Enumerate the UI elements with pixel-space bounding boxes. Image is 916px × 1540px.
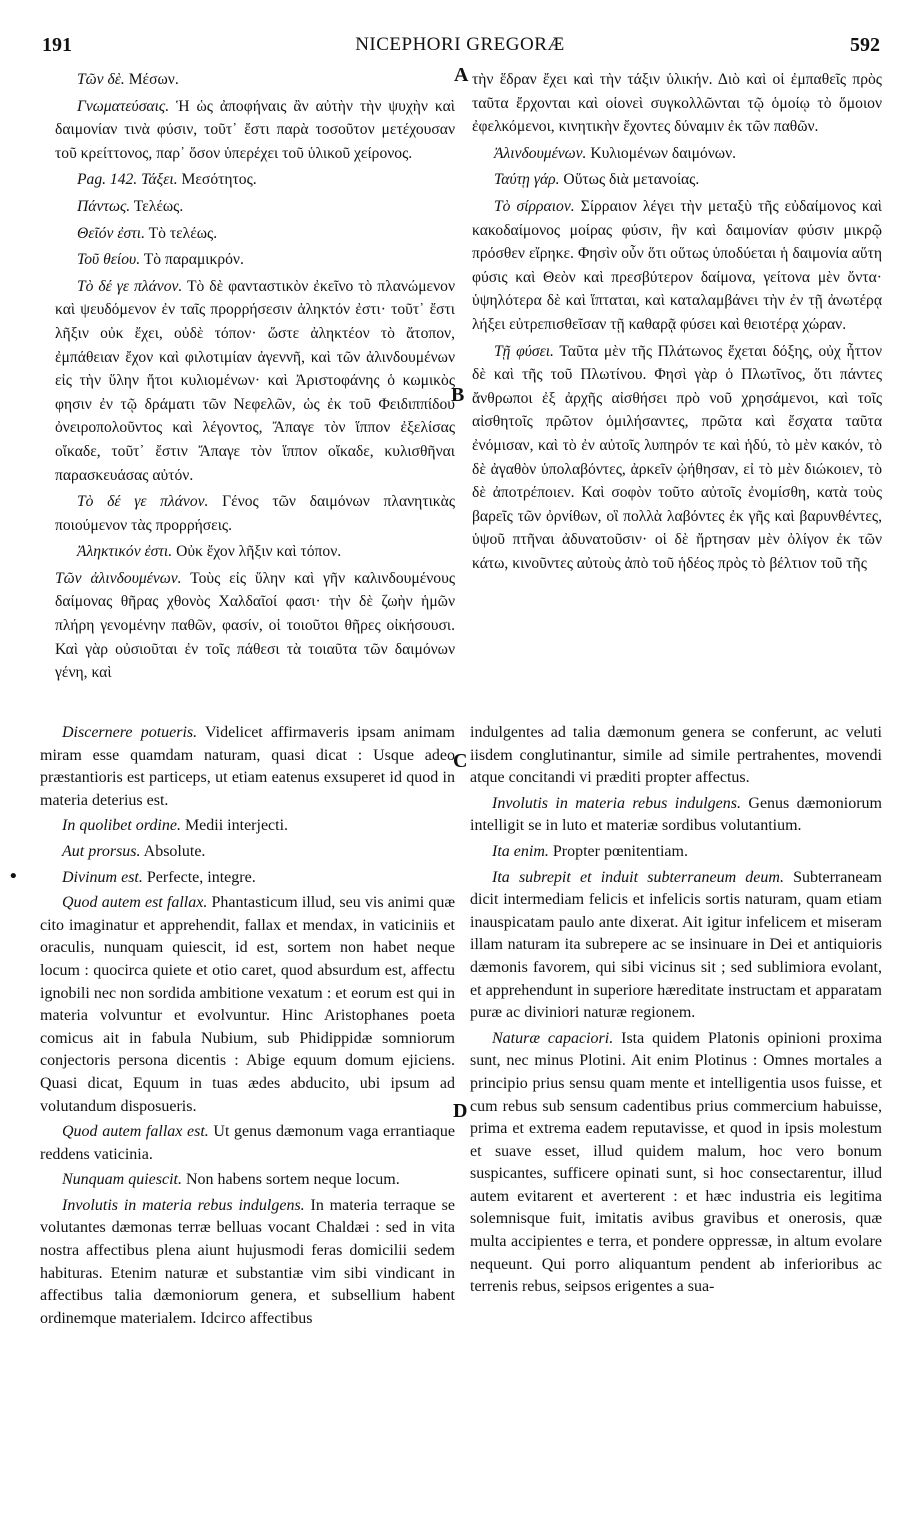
annotation-text: Οὐκ ἔχον λῆξιν καὶ τόπον. — [172, 543, 342, 561]
annotation-paragraph — [470, 793, 882, 838]
annotation-text: Perfecte, integre. — [142, 868, 256, 886]
annotation-text: Phantasticum illud, seu vis animi quæ cito imaginatur et apprehendit, fallax et mendax, in vaticiniis et oraculis, nunquam quiescit, id est, sortem non habet neque locum : quocirca quiete et otio caret, quod absurdum est, affectu ignobili nec non sordida ambitione vexatum : et eorum est qui in materia volvuntur et evolvuntur. Hinc Aristophanes poeta comicus ait in fabula Nubium, sub Phidippidæ somniorum conjectoris persona dicentis : Abige equum domum ejiciens. Quasi dicat, Equum in tuas ædes abducito, ubi ipsum ad volutandum disposueris. — [40, 894, 455, 1115]
annotation-text: Subterraneam dicit intermediam felicis et infelicis sortis naturam, quam etiam inauspicatam paulo ante dixerat. Ait igitur infelicem et miseram illam naturam ita subrepere ac se insinuare in Dei et antiquioris dæmonis favorem, qui sibi vicinus sit ; sed sublimiora evolant, et apprehendunt in superiore hæreditate instructam et apparatam puræ ac diviniori naturæ regionem. — [470, 868, 883, 1022]
lemma: Τὸ δέ γε πλάνον. — [77, 493, 209, 511]
annotation-text: Genus dæmoniorum intelligit se in luto et materiæ sordibus volutantium. — [470, 794, 882, 835]
greek-commentary-left-column — [55, 68, 455, 688]
margin-bullet-mark: • — [8, 866, 19, 887]
annotation-paragraph — [470, 1028, 882, 1299]
lemma: Τῇ φύσει. — [494, 342, 554, 360]
annotation-text: Οὕτως διὰ μετανοίας. — [559, 171, 700, 189]
lemma: Aut prorsus. — [62, 842, 141, 860]
annotation-paragraph — [472, 168, 882, 192]
annotation-paragraph — [55, 95, 455, 166]
annotation-paragraph — [55, 248, 455, 272]
lemma: Ita enim. — [492, 842, 549, 860]
annotation-paragraph — [40, 892, 455, 1118]
annotation-paragraph — [40, 1121, 455, 1166]
lemma: Γνωματεύσαις. — [77, 97, 170, 115]
annotation-paragraph — [470, 722, 882, 790]
lemma: Quod autem est fallax. — [62, 894, 208, 912]
lemma: Pag. 142. Τάξει. — [77, 171, 178, 189]
annotation-text: Σίρραιον λέγει τὴν μεταξὺ τῆς εὐδαίμονος καὶ κακοδαίμονος μοίρας φύσιν, ἣν καὶ δαιμονίαν φύσιν μικρῷ πρόσθεν εἴρηκε. Φησὶν οὖν ὅτι οὕτως ὑποδύεται ἡ δαιμονία αὕτη φύσις καὶ Θεὸν καὶ πρεσβύτερον δαίμονα, γείτονα μὲν ὄντα· ὑψηλότερα δὲ καὶ ἵπταται, καὶ καταλαμβάνει τὴν ἐν τῇ ἀνωτέρᾳ λήξει εὐτρεπισθεῖσαν τῇ καθαρᾷ φύσει καὶ θειοτέρᾳ χώραν. — [472, 197, 882, 333]
page-number-right: 592 — [850, 34, 880, 56]
annotation-paragraph — [472, 142, 882, 166]
annotation-text: Γένος τῶν δαιμόνων πλανητικὰς ποιούμενον τὰς προρρήσεις. — [55, 493, 455, 534]
annotation-paragraph — [470, 841, 882, 864]
annotation-paragraph — [472, 195, 882, 337]
lemma: Involutis in materia rebus indulgens. — [492, 794, 741, 812]
annotation-text: τὴν ἕδραν ἔχει καὶ τὴν τάξιν ὑλικήν. Διὸ καὶ οἱ ἐμπαθεῖς πρὸς ταῦτα ἔρχονται καὶ οἱονεὶ συγκολλῶνται τῷ ὁμοίῳ τὸ ὅμοιον ἐφελκόμενοι, κινητικὴν ἔχοντες δύναμιν ἐκ τῶν παθῶν. — [472, 71, 882, 136]
margin-letter-b: B — [451, 384, 465, 406]
lemma: Nunquam quiescit. — [62, 1171, 182, 1189]
annotation-text: Κυλιομένων δαιμόνων. — [586, 144, 737, 162]
margin-letter-a: A — [454, 64, 469, 86]
annotation-text: Μέσων. — [124, 71, 179, 88]
lemma: In quolibet ordine. — [62, 817, 181, 835]
page-header — [40, 34, 880, 58]
annotation-paragraph — [55, 195, 455, 219]
annotation-text: Non habens sortem neque locum. — [182, 1171, 400, 1189]
lemma: Τὸ δέ γε πλάνον. — [77, 277, 183, 295]
annotation-text: Τελέως. — [130, 197, 184, 215]
lemma: Τὸ σίρραιον. — [494, 197, 575, 215]
annotation-paragraph — [472, 68, 882, 139]
latin-translation-right-column — [470, 722, 882, 1302]
annotation-text: Ista quidem Platonis opinioni proxima sunt, nec minus Plotini. Ait enim Plotinus : Omnes mortales a principio prius sensu quam mente et intelligentia usos fuisse, et cum rebus sub sensum cadentibus prius commercium habuisse, prima et extrema eadem reputavisse, et quod in ipsis molestum et suave esset, illud quidem malum, hoc vero bonum suspicantes, sufficere opinati sunt, si hoc consectarentur, illud autem evitarent et averterent : et hæc industria eis legitima solemnisque fuit, imitatis avibus gravibus et onerosis, quæ multa accipientes e terra, et pondere oppressæ, in altum evolare nequeunt. Qui porro aliquantum pendent ab inferioribus ac terrenis rebus, seipsos erigentes a sua- — [470, 1029, 882, 1296]
lemma: Involutis in materia rebus indulgens. — [62, 1196, 305, 1214]
annotation-text: Τὸ παραμικρόν. — [140, 251, 244, 269]
annotation-paragraph — [40, 722, 455, 812]
annotation-text: Ἡ ὡς ἀποφήναις ἂν αὐτὴν τὴν ψυχὴν καὶ δαιμονίαν τινὰ φύσιν, τοῦτ᾽ ἔστι παρὰ τοσοῦτον μετέχουσαν τοῦ κρείττονος, παρ᾽ ὅσον ὑπερέχει τοῦ ὑλικοῦ χείρονος. — [55, 97, 455, 162]
annotation-paragraph — [55, 490, 455, 537]
annotation-paragraph — [55, 540, 455, 564]
lemma: Τοῦ θείου. — [77, 251, 141, 269]
annotation-paragraph — [55, 68, 455, 92]
lemma: Divinum est. — [62, 868, 143, 886]
latin-translation-left-column — [40, 722, 455, 1333]
running-title: NICEPHORI GREGORÆ — [355, 34, 565, 55]
annotation-paragraph — [55, 567, 455, 685]
lemma: Ἀλινδουμένων. — [494, 144, 587, 162]
annotation-text: indulgentes ad talia dæmonum genera se conferunt, ac veluti iisdem conglutinantur, simile ad simile pertrahentes, movendi atque concitandi vi præditi propter affectus. — [470, 724, 882, 787]
lemma: Τῶν δὲ. — [77, 71, 125, 88]
annotation-text: Μεσότητος. — [177, 171, 257, 189]
lemma: Quod autem fallax est. — [62, 1123, 209, 1141]
annotation-paragraph — [470, 867, 882, 1025]
annotation-paragraph — [55, 275, 455, 487]
annotation-text: Τοὺς εἰς ὕλην καὶ γῆν καλινδουμένους δαίμονας θῆρας χθονὸς Χαλδαῖοί φασι· τὴν δὲ ζωὴν ἡμῶν πλήρη γενομένην παθῶν, φασίν, οἱ τοιοῦτοι θῆρες οἰκήσουσι. Καὶ γὰρ οὐσιοῦται ἐν τοῖς πάθεσι τὰ τοιαῦτα τῶν δαιμόνων γένη, καὶ — [55, 569, 455, 682]
lemma: Θεῖόν ἐστι. — [77, 224, 146, 242]
annotation-text: Ταῦτα μὲν τῆς Πλάτωνος ἔχεται δόξης, οὐχ ἧττον δὲ καὶ τῆς τοῦ Πλωτίνου. Φησὶ γὰρ ὁ Πλωτῖνος, ὅτι πάντες ἄνθρωποι ἐξ ἀρχῆς αἰσθήσει πρὸ νοῦ χρησάμενοι, καὶ τοῖς αἰσθητοῖς πρῶτον ὁμιλήσαντες, πρῶτα καὶ ἔσχατα ταῦτα ἐνόμισαν, καὶ τὸ ἐν αὐτοῖς λυπηρόν τε καὶ ἡδύ, τὸ μὲν κακόν, τὸ δὲ ἀγαθὸν ὑπολαβόντες, ἀρκεῖν ᾠήθησαν, εἰ τὸ μὲν διώκοιεν, τὸ δὲ ἀποτρέποιεν. Καὶ σοφὸν τοῦτο αὐτοῖς ἐνομίσθη, κατὰ τοὺς βαρεῖς τῶν ὀρνίθων, οἳ πολλὰ λαβόντες ἐκ γῆς καὶ βαρυνθέντες, ὑψοῦ πτῆναι ἀδυνατοῦσιν· οἱ δὲ ἤρτησαν μὲν ὀλίγον ἐκ τῶν κάτω, κινοῦντες αὐτοὺς ἀπὸ τοῦ ἡδέος πρὸς τὸ βέλτιον τοῦ τῆς — [472, 342, 882, 572]
margin-letter-c: C — [453, 750, 468, 772]
lemma: Ἀληκτικόν ἐστι. — [77, 543, 173, 561]
annotation-paragraph — [55, 222, 455, 246]
annotation-paragraph — [40, 841, 455, 864]
lemma: Discernere potueris. — [62, 724, 198, 741]
lemma: Ταύτῃ γάρ. — [494, 171, 560, 189]
annotation-paragraph — [55, 168, 455, 192]
greek-commentary-right-column — [472, 68, 882, 578]
annotation-paragraph — [472, 340, 882, 576]
annotation-text: Ut genus dæmonum vaga errantiaque reddens vaticinia. — [40, 1123, 456, 1163]
annotation-text: Τὸ δὲ φανταστικὸν ἐκεῖνο τὸ πλανώμενον καὶ ψευδόμενον ἐν ταῖς προρρήσεσιν ἀληκτόν ἐστι· τοῦτ᾽ ἔστι λῆξιν οὐκ ἔχει, οὐδὲ τόπον· ὥστε ἀληκτέον τὸ ἄτοπον, ἐμπάθειαν ἔχον καὶ φιλοτιμίαν ἀγεννῆ, καὶ τῶν ἀλινδουμένων εἰς τὴν ὕλην ἤτοι κυλιομένων· καὶ Ἀριστοφάνης ὁ κωμικὸς φησιν ἐν τῷ δράματι τῶν Νεφελῶν, ὡς ἐκ τοῦ Φειδιππίδου ὀνειροπολοῦντος καὶ λέγοντος, Ἄπαγε τὸν ἵππον ἐξελίσας οἴκαδε, τοῦτ᾽ ἔστιν Ἄπαγε τὸν ἵππον οἴκαδε, κυλισθῆναι παρασκευάσας αὐτόν. — [55, 277, 455, 484]
annotation-text: Τὸ τελέως. — [145, 224, 218, 242]
margin-letter-d: D — [453, 1100, 468, 1122]
annotation-text: In materia terraque se volutantes dæmonas terræ belluas vocant Chaldæi : sed in vita nostra affectibus plena aiunt hujusmodi feras domicilii sedem habituras. Etenim naturæ et substantiæ vim sibi vindicant in affectibus talia dæmoniorum genera, et subsellium habent ordinemque materialem. Idcirco affectibus — [40, 1196, 456, 1327]
annotation-text: Propter pœnitentiam. — [548, 842, 688, 860]
annotation-paragraph — [40, 815, 455, 838]
annotation-paragraph — [40, 1195, 455, 1331]
annotation-paragraph — [40, 1169, 455, 1192]
page-number-left: 191 — [42, 34, 72, 56]
annotation-paragraph — [40, 867, 455, 890]
annotation-text: Absolute. — [140, 842, 206, 860]
lemma: Πάντως. — [77, 197, 131, 215]
annotation-text: Medii interjecti. — [180, 817, 289, 835]
lemma: Τῶν ἀλινδουμένων. — [55, 569, 182, 587]
lemma: Naturæ capaciori. — [492, 1029, 614, 1047]
annotation-text: Videlicet affirmaveris ipsam animam miram esse quamdam naturam, quasi dicat : Usque adeo præstantioris est particeps, ut etiam eatenus exsuperet id quod in materia deterius est. — [40, 724, 455, 809]
lemma: Ita subrepit et induit subterraneum deum. — [492, 868, 784, 886]
